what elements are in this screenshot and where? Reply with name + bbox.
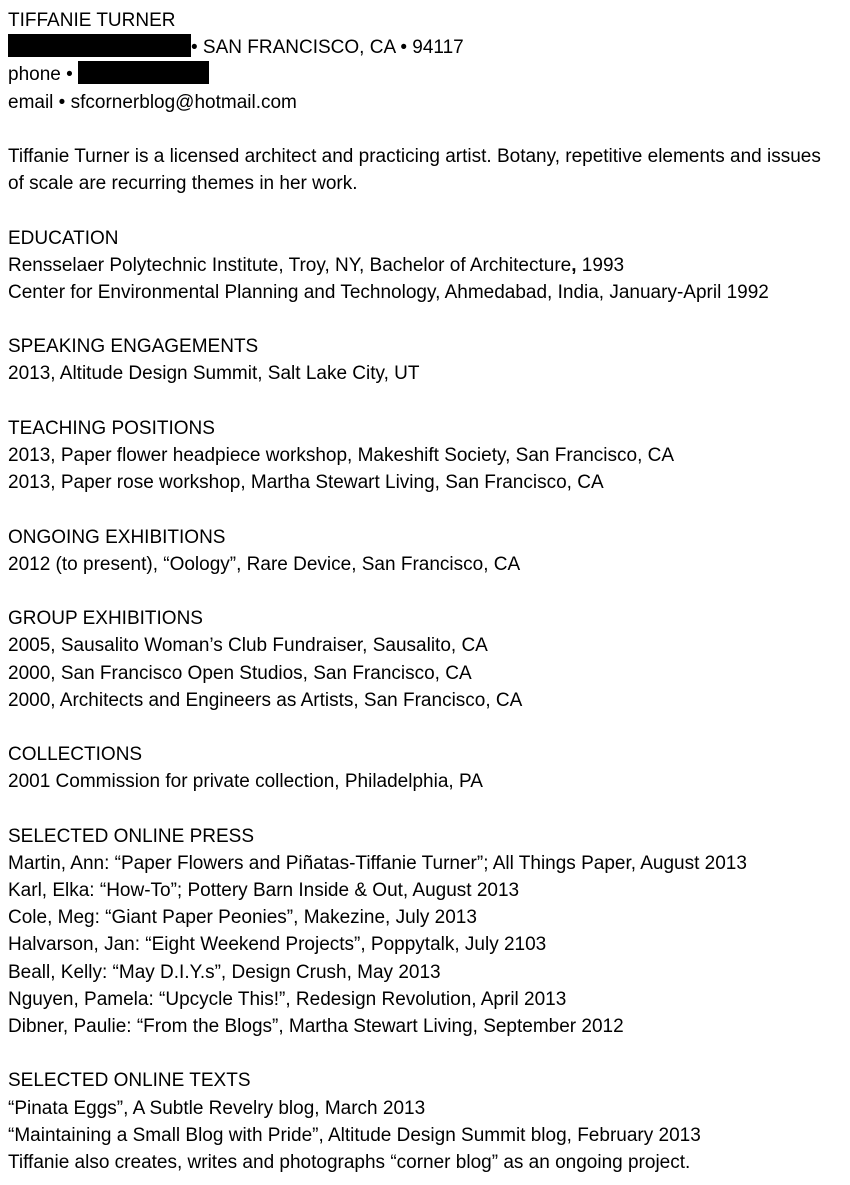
text-item: “Maintaining a Small Blog with Pride”, Altitude Design Summit blog, February 2013 [8,1124,701,1146]
bio-paragraph: Tiffanie Turner is a licensed architect and practicing artist. Botany, repetitive elements and issues of scale are recurring themes in her work. [8,145,821,195]
speaking-item: 2013, Altitude Design Summit, Salt Lake City, UT [8,363,420,385]
spacer [8,388,844,415]
phone-label: phone • [8,64,73,86]
teaching-item: 2013, Paper flower headpiece workshop, Makeshift Society, San Francisco, CA [8,445,675,467]
text-item: “Pinata Eggs”, A Subtle Revelry blog, March 2013 [8,1097,426,1119]
press-item: Martin, Ann: “Paper Flowers and Piñatas-Tiffanie Turner”; All Things Paper, August 2013 [8,852,747,874]
spacer [8,496,844,523]
phone-line [8,61,844,88]
ongoing-exhibition-item: 2012 (to present), “Oology”, Rare Device, San Francisco, CA [8,553,521,575]
spacer [8,1040,844,1067]
online-press-heading: SELECTED ONLINE PRESS [8,825,255,847]
teaching-item: 2013, Paper rose workshop, Martha Stewart Living, San Francisco, CA [8,472,604,494]
redacted-phone-number [78,61,209,84]
spacer [8,795,844,822]
education-item-year: 1993 [576,254,625,276]
spacer [8,306,844,333]
press-item: Halvarson, Jan: “Eight Weekend Projects”, Poppytalk, July 2103 [8,934,547,956]
collection-item: 2001 Commission for private collection, Philadelphia, PA [8,771,483,793]
group-exhibitions-heading: GROUP EXHIBITIONS [8,608,203,630]
education-heading: EDUCATION [8,227,119,249]
spacer [8,578,844,605]
redacted-street-address [8,34,191,57]
education-item: Center for Environmental Planning and Technology, Ahmedabad, India, January-April 1992 [8,281,769,303]
education-item-comma: , [571,254,577,276]
spacer [8,197,844,224]
press-item: Nguyen, Pamela: “Upcycle This!”, Redesign Revolution, April 2013 [8,988,567,1010]
teaching-heading: TEACHING POSITIONS [8,417,215,439]
resume-name: TIFFANIE TURNER [8,10,176,31]
resume-document [8,7,844,1176]
education-item-text: Rensselaer Polytechnic Institute, Troy, NY, Bachelor of Architecture [8,254,572,276]
address-city: • SAN FRANCISCO, CA • 94117 [191,37,464,59]
press-item: Cole, Meg: “Giant Paper Peonies”, Makezine, July 2013 [8,907,477,929]
press-item: Dibner, Paulie: “From the Blogs”, Martha Stewart Living, September 2012 [8,1015,624,1037]
group-exhibition-item: 2000, Architects and Engineers as Artists, San Francisco, CA [8,689,523,711]
address-line [8,34,844,61]
press-item: Beall, Kelly: “May D.I.Y.s”, Design Crush, May 2013 [8,961,441,983]
speaking-heading: SPEAKING ENGAGEMENTS [8,336,259,358]
group-exhibition-item: 2005, Sausalito Woman’s Club Fundraiser, Sausalito, CA [8,635,488,657]
press-item: Karl, Elka: “How-To”; Pottery Barn Inside & Out, August 2013 [8,880,520,902]
ongoing-exhibitions-heading: ONGOING EXHIBITIONS [8,526,226,548]
online-texts-heading: SELECTED ONLINE TEXTS [8,1070,251,1092]
email-line: email • sfcornerblog@hotmail.com [8,91,297,113]
spacer [8,714,844,741]
spacer [8,116,844,143]
collections-heading: COLLECTIONS [8,744,143,766]
education-item [8,252,844,279]
text-item: Tiffanie also creates, writes and photographs “corner blog” as an ongoing project. [8,1151,691,1173]
group-exhibition-item: 2000, San Francisco Open Studios, San Francisco, CA [8,662,472,684]
